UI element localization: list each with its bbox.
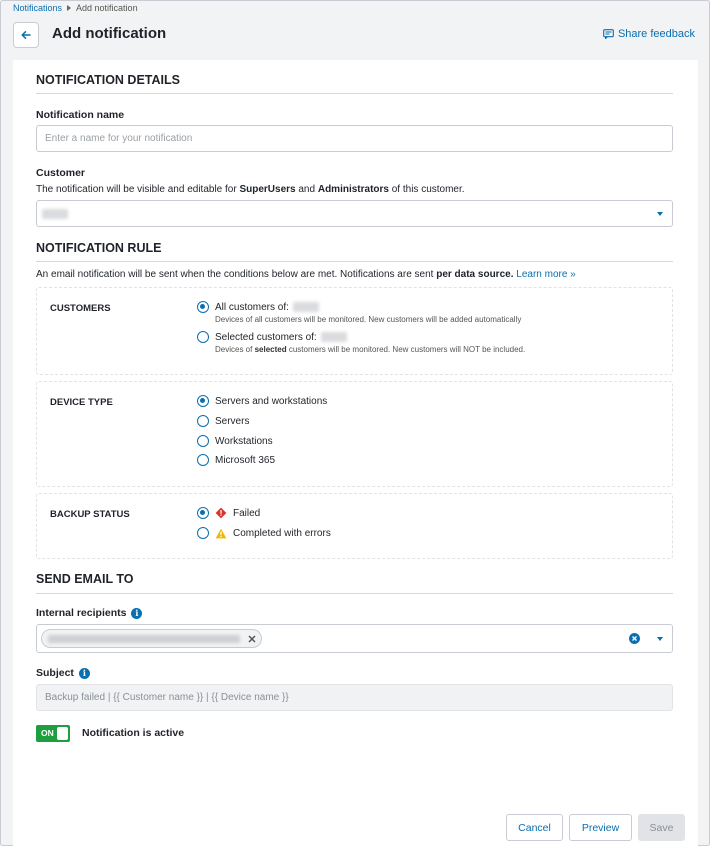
breadcrumb-notifications-link[interactable]: Notifications — [13, 3, 63, 13]
warning-triangle-icon — [215, 528, 227, 539]
device-type-option-label: Servers and workstations — [215, 395, 328, 407]
customer-help-and: and — [295, 184, 318, 195]
device-type-radio[interactable] — [197, 395, 209, 407]
recipient-chip — [41, 629, 262, 648]
arrow-left-icon — [20, 29, 32, 41]
notification-details-title: NOTIFICATION DETAILS — [36, 73, 180, 87]
selected-customers-option[interactable] — [197, 331, 347, 343]
customer-select[interactable] — [36, 200, 673, 227]
backup-status-option-failed[interactable] — [197, 507, 260, 519]
section-divider — [36, 261, 673, 262]
selected-customers-radio[interactable] — [197, 331, 209, 343]
info-icon[interactable]: i — [79, 668, 90, 679]
page-title: Add notification — [52, 25, 167, 42]
send-email-title: SEND EMAIL TO — [36, 572, 134, 586]
device-type-option-microsoft-365[interactable] — [197, 454, 275, 466]
learn-more-link[interactable]: Learn more » — [516, 269, 576, 280]
internal-recipients-label — [36, 607, 142, 619]
redacted-customer-value — [42, 209, 68, 219]
redacted-recipient-email — [48, 635, 240, 643]
toggle-on-text: ON — [41, 728, 54, 738]
cancel-button[interactable]: Cancel — [506, 814, 563, 841]
subject-label-text: Subject — [36, 667, 74, 679]
backup-status-radio[interactable] — [197, 527, 209, 539]
customer-help-superusers: SuperUsers — [239, 184, 296, 195]
customer-help-administrators: Administrators — [317, 184, 389, 195]
backup-status-option-label: Completed with errors — [233, 527, 331, 539]
rule-intro-text — [36, 269, 576, 280]
preview-button[interactable]: Preview — [569, 814, 632, 841]
selected-customers-label: Selected customers of: — [215, 331, 317, 343]
toggle-label: Notification is active — [82, 727, 185, 739]
backup-status-group-label: BACKUP STATUS — [50, 509, 130, 520]
backup-status-radio[interactable] — [197, 507, 209, 519]
device-type-option-servers-and-workstations[interactable] — [197, 395, 327, 407]
breadcrumb-separator-icon — [67, 5, 71, 11]
device-type-option-servers[interactable] — [197, 415, 249, 427]
rule-intro-prefix: An email notification will be sent when the conditions below are met. Notifications are sent — [36, 269, 437, 280]
device-type-option-label: Servers — [215, 415, 250, 427]
all-customers-option[interactable] — [197, 301, 319, 313]
customers-group — [36, 287, 673, 375]
notification-name-input[interactable] — [36, 125, 673, 152]
share-feedback-label: Share feedback — [617, 28, 695, 40]
customers-group-label: CUSTOMERS — [50, 303, 111, 314]
device-type-option-label: Microsoft 365 — [215, 454, 276, 466]
notification-name-label: Notification name — [36, 109, 125, 121]
subject-field[interactable]: Backup failed | {{ Customer name }} | {{ Device name }} — [36, 684, 673, 711]
customer-help-prefix: The notification will be visible and editable for — [36, 184, 240, 195]
chevron-down-icon[interactable] — [657, 637, 663, 641]
device-type-option-label: Workstations — [215, 435, 273, 447]
internal-recipients-field[interactable] — [36, 624, 673, 653]
device-type-group-label: DEVICE TYPE — [50, 397, 113, 408]
back-button[interactable] — [13, 22, 39, 48]
device-type-radio[interactable] — [197, 415, 209, 427]
active-toggle[interactable] — [36, 725, 70, 742]
toggle-knob — [57, 727, 68, 740]
redacted-company-name — [293, 302, 319, 312]
all-customers-description: Devices of all customers will be monitored. New customers will be added automatically — [215, 315, 522, 324]
all-customers-radio[interactable] — [197, 301, 209, 313]
rule-intro-bold: per data source. — [436, 269, 514, 280]
notification-rule-title: NOTIFICATION RULE — [36, 241, 162, 255]
all-customers-label: All customers of: — [215, 301, 289, 313]
device-type-radio[interactable] — [197, 435, 209, 447]
feedback-icon — [603, 29, 614, 39]
clear-all-icon[interactable] — [629, 633, 640, 644]
selected-customers-description — [215, 345, 525, 354]
form-card — [13, 60, 698, 846]
selected-desc-bold: selected — [254, 345, 287, 354]
error-diamond-icon — [215, 507, 227, 519]
device-type-radio[interactable] — [197, 454, 209, 466]
backup-status-group — [36, 493, 673, 559]
section-divider — [36, 593, 673, 594]
selected-desc-prefix: Devices of — [215, 345, 255, 354]
device-type-group — [36, 381, 673, 487]
remove-chip-icon[interactable] — [248, 635, 256, 643]
breadcrumb-current: Add notification — [76, 3, 138, 13]
breadcrumb — [13, 3, 138, 13]
backup-status-option-completed-with-errors[interactable] — [197, 527, 331, 539]
device-type-option-workstations[interactable] — [197, 435, 273, 447]
chevron-down-icon — [657, 212, 663, 216]
section-divider — [36, 93, 673, 94]
subject-label — [36, 667, 90, 679]
backup-status-option-label: Failed — [233, 507, 261, 519]
selected-desc-suffix: customers will be monitored. New customers will NOT be included. — [286, 345, 526, 354]
redacted-company-name — [321, 332, 347, 342]
internal-recipients-text: Internal recipients — [36, 607, 127, 619]
save-button[interactable]: Save — [638, 814, 685, 841]
customer-label: Customer — [36, 167, 86, 179]
share-feedback-link[interactable] — [603, 28, 695, 40]
info-icon[interactable]: i — [131, 608, 142, 619]
customer-help-suffix: of this customer. — [388, 184, 465, 195]
customer-help-text — [36, 184, 465, 195]
